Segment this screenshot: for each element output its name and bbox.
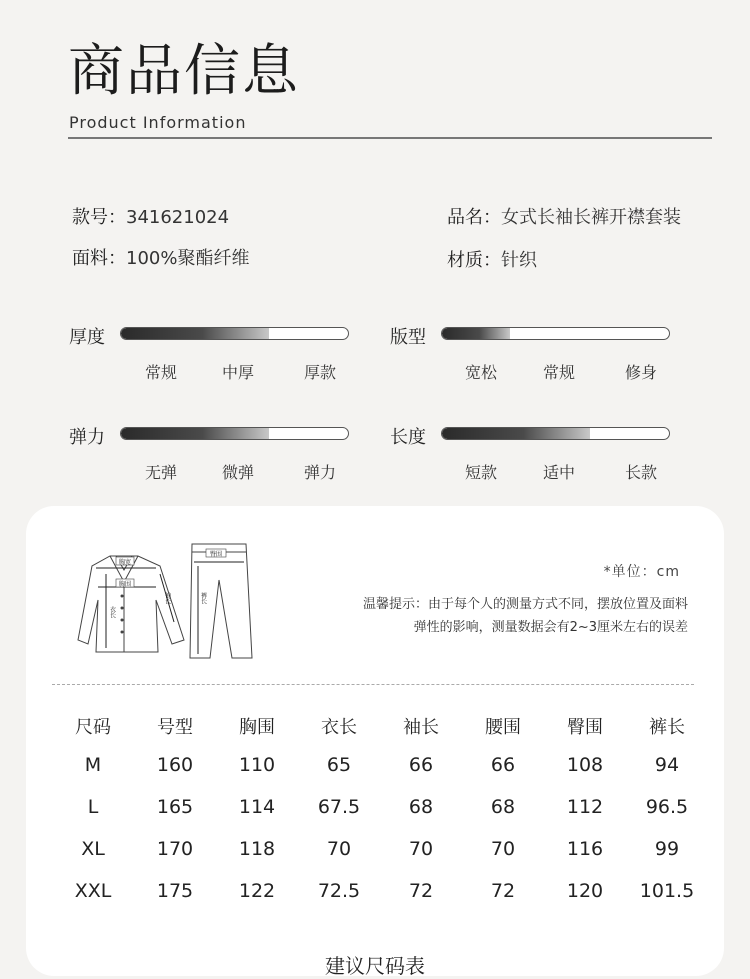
rating-tick: 常规 (542, 363, 576, 382)
table-cell: 96.5 (645, 796, 689, 818)
rating-label-fit: 版型 (390, 327, 426, 348)
table-cell: 66 (408, 754, 434, 776)
table-cell: 66 (490, 754, 516, 776)
rating-fill-elasticity (121, 428, 269, 439)
product-name-row (447, 203, 681, 229)
style-number-label: 款号： (72, 207, 126, 228)
tip-line-2: 弹性的影响，测量数据会有2~3厘米左右的误差 (413, 620, 688, 635)
rating-fill-thickness (121, 328, 269, 339)
table-cell: 94 (654, 754, 680, 776)
garment-diagram (76, 540, 256, 665)
label-bust: 胸围 (118, 581, 132, 588)
table-cell: 114 (238, 796, 276, 818)
rating-bar-elasticity (120, 427, 349, 440)
table-cell: 120 (566, 880, 604, 902)
rating-bar-fit (441, 327, 670, 340)
table-cell: M (84, 754, 102, 776)
table-cell: 72 (408, 880, 434, 902)
label-sleeve: 袖长 (163, 592, 171, 604)
table-header: 裤长 (649, 717, 685, 738)
measurement-tip (363, 593, 688, 639)
table-cell: 70 (490, 838, 516, 860)
table-cell: 112 (566, 796, 604, 818)
rating-tick: 适中 (542, 463, 576, 482)
table-cell: 122 (238, 880, 276, 902)
table-cell: 70 (326, 838, 352, 860)
rating-tick: 短款 (464, 463, 498, 482)
rating-fill-length (442, 428, 590, 439)
title-divider (68, 137, 712, 139)
shirt-diagram-icon (78, 556, 184, 652)
table-header: 腰围 (485, 717, 521, 738)
rating-tick: 弹力 (303, 463, 337, 482)
page-title: 商品信息 (68, 39, 300, 104)
table-cell: 68 (490, 796, 516, 818)
table-cell: XXL (74, 880, 112, 902)
rating-tick: 长款 (624, 463, 658, 482)
texture-value: 针织 (501, 250, 537, 271)
label-chest-width: 胸宽 (118, 559, 132, 566)
rating-tick: 无弹 (144, 463, 178, 482)
table-cell: 99 (654, 838, 680, 860)
table-header: 胸围 (239, 717, 275, 738)
table-cell: 110 (238, 754, 276, 776)
fabric-label: 面料： (72, 248, 126, 269)
unit-note: *单位：cm (603, 564, 680, 580)
table-cell: 65 (326, 754, 352, 776)
table-divider (52, 684, 694, 685)
page-subtitle: Product Information (69, 113, 247, 132)
rating-tick: 修身 (624, 363, 658, 382)
table-cell: 101.5 (639, 880, 695, 902)
rating-tick: 常规 (144, 363, 178, 382)
table-cell: 70 (408, 838, 434, 860)
table-cell: 160 (156, 754, 194, 776)
table-cell: XL (81, 838, 105, 860)
label-pants-length: 裤长 (199, 592, 207, 604)
table-cell: 175 (156, 880, 194, 902)
next-section-heading: 建议尺码表 (325, 954, 425, 978)
table-cell: 118 (238, 838, 276, 860)
rating-bar-thickness (120, 327, 349, 340)
rating-label-length: 长度 (390, 427, 426, 448)
table-header: 尺码 (75, 717, 111, 738)
fabric-row (72, 244, 249, 270)
table-header: 袖长 (403, 717, 439, 738)
table-header: 臀围 (567, 717, 603, 738)
style-number-row (72, 203, 229, 229)
product-name-value: 女式长袖长裤开襟套装 (501, 207, 681, 228)
table-cell: 68 (408, 796, 434, 818)
table-cell: L (87, 796, 99, 818)
table-cell: 67.5 (317, 796, 361, 818)
label-shirt-length: 衣长 (108, 606, 116, 618)
style-number-value: 341621024 (126, 207, 230, 228)
fabric-value: 100%聚酯纤维 (126, 248, 250, 269)
texture-row (447, 246, 537, 272)
table-cell: 108 (566, 754, 604, 776)
table-cell: 116 (566, 838, 604, 860)
texture-label: 材质： (447, 250, 501, 271)
label-hip: 臀围 (209, 551, 223, 558)
rating-label-thickness: 厚度 (69, 327, 105, 348)
rating-label-elasticity: 弹力 (69, 427, 105, 448)
product-name-label: 品名： (447, 207, 501, 228)
table-cell: 165 (156, 796, 194, 818)
table-cell: 72 (490, 880, 516, 902)
table-cell: 170 (156, 838, 194, 860)
rating-tick: 微弹 (221, 463, 255, 482)
table-header: 号型 (157, 717, 193, 738)
rating-tick: 宽松 (464, 363, 498, 382)
tip-line-1: 温馨提示：由于每个人的测量方式不同，摆放位置及面料 (362, 597, 688, 612)
rating-fill-fit (442, 328, 510, 339)
table-header: 衣长 (321, 717, 357, 738)
rating-tick: 厚款 (303, 363, 337, 382)
rating-tick: 中厚 (221, 363, 255, 382)
table-cell: 72.5 (317, 880, 361, 902)
rating-bar-length (441, 427, 670, 440)
